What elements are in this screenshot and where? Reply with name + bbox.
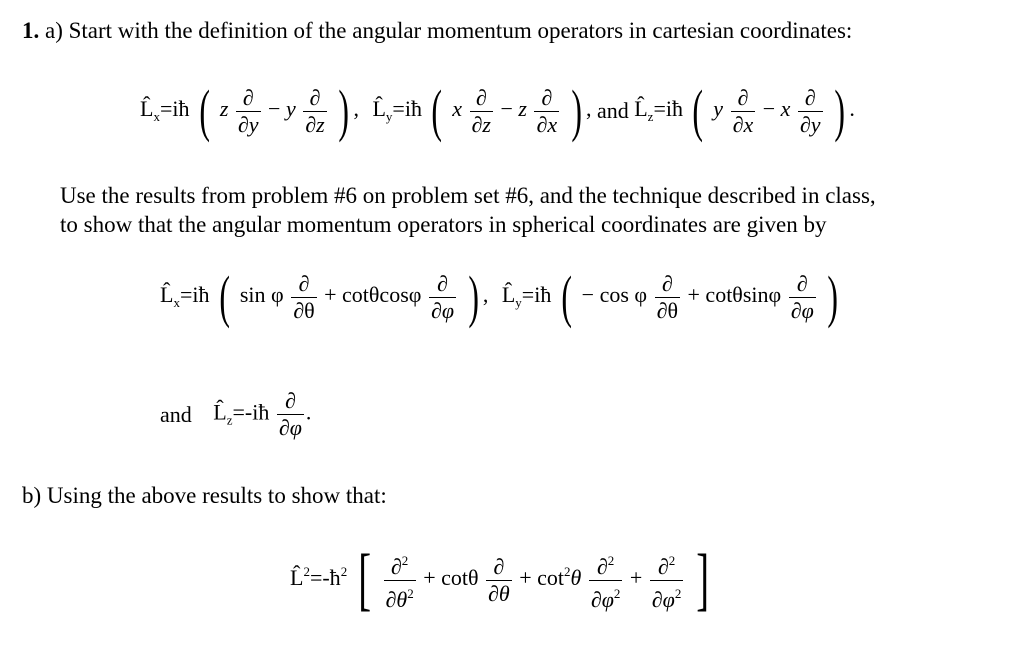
cartesian-and: and [596, 98, 629, 123]
spherical-equations [160, 264, 843, 329]
lz-spherical: $L̂_z=-iħ$ $\frac{\partial}{\partial\varphi}$ . [213, 388, 312, 440]
lx-spherical: $L̂_x=iħ$ ( sin φ $\frac{\partial}{\partial\theta}$ + cotθcosφ $\frac{\partial}{\partial\varphi}$ ) , [160, 264, 489, 329]
part-a-intro: a) Start with the definition of the angular momentum operators in cartesian coordinates: [45, 18, 853, 43]
ly-spherical: $L̂_y=iħ$ ( − cos φ $\frac{\partial}{\partial\theta}$ + cotθsinφ $\frac{\partial}{\partial\varphi}$ ) [501, 264, 839, 329]
lz-cartesian: $L̂_z=iħ$ ( y $\frac{\partial}{\partial x}$ − x $\frac{\partial}{\partial y}$ ) . [634, 78, 855, 143]
use-text-1: Use the results from problem #6 on problem set #6, and the technique described in class, [60, 183, 876, 208]
part-a-intro-line [22, 18, 852, 44]
problem-number: 1. [22, 18, 40, 43]
part-b-intro: b) Using the above results to show that: [22, 483, 387, 508]
use-text-2: to show that the angular momentum operators in spherical coordinates are given by [60, 212, 827, 237]
lz-spherical-line [160, 388, 311, 441]
spherical-and: and [160, 401, 192, 427]
cartesian-equations [140, 78, 855, 143]
ly-cartesian: $L̂_y=iħ$ ( x $\frac{\partial}{\partial z}$ − z $\frac{\partial}{\partial x}$ ) , [372, 78, 592, 143]
l-squared-equation: $L̂^2=-ħ^2$ [ $\frac{\partial^2}{\partial\theta^2}$ + cotθ $\frac{\partial}{\partial\theta}$ + $\cot^2\theta$ $\frac{\partial^2}{\partial\varphi^2}$ + $\frac{\partial^2}{\partial\varphi^2}$ ] [290, 541, 709, 618]
lx-cartesian: $L̂_x=iħ$ ( z $\frac{\partial}{\partial y}$ − y $\frac{\partial}{\partial z}$ ) , [140, 78, 359, 143]
